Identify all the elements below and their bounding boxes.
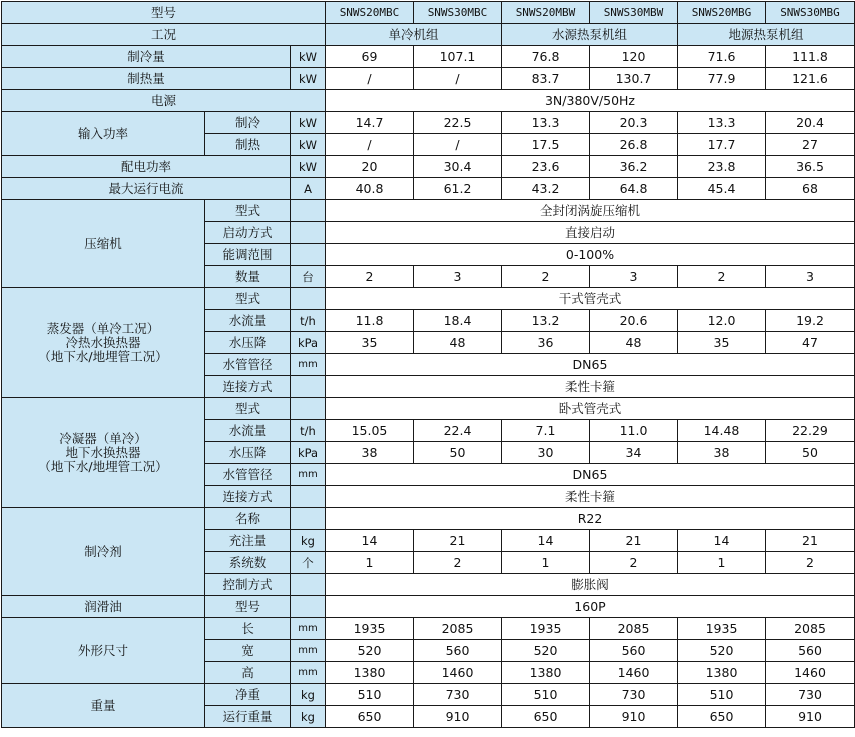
condenser-type-row [2,398,855,420]
value-cell: 520 [326,640,414,662]
sub-label: 制热 [205,134,291,156]
unit-cell: kg [291,706,326,728]
sub-label: 名称 [205,508,291,530]
value-cell: 20.4 [766,112,855,134]
sub-label: 高 [205,662,291,684]
unit-cell [291,508,326,530]
value-cell: 910 [766,706,855,728]
value-cell: 19.2 [766,310,855,332]
value-cell: 11.0 [590,420,678,442]
sub-label: 宽 [205,640,291,662]
value-cell: 11.8 [326,310,414,332]
value-cell: 510 [326,684,414,706]
value-cell: 30.4 [414,156,502,178]
value-cell: 910 [590,706,678,728]
value-cell: 730 [414,684,502,706]
value-cell: 13.3 [502,112,590,134]
value-cell: 34 [590,442,678,464]
value-cell: 650 [678,706,766,728]
unit-cell [291,376,326,398]
model-name: SNWS30MBG [766,2,855,24]
value-cell: 15.05 [326,420,414,442]
unit-cell: mm [291,354,326,376]
value-cell-merged: 全封闭涡旋压缩机 [326,200,855,222]
value-cell: 1380 [502,662,590,684]
unit-cell [291,596,326,618]
value-cell: 50 [414,442,502,464]
unit-cell [291,398,326,420]
sub-label: 系统数 [205,552,291,574]
value-cell: 26.8 [590,134,678,156]
value-cell: 1935 [678,618,766,640]
value-cell: 1380 [678,662,766,684]
heating-capacity-row [2,68,855,90]
unit-cell: kPa [291,332,326,354]
value-cell: 560 [414,640,502,662]
sub-label: 水压降 [205,442,291,464]
row-label: 制冷量 [2,46,291,68]
unit-cell: t/h [291,420,326,442]
value-cell: 20 [326,156,414,178]
unit-cell [291,222,326,244]
value-cell: 7.1 [502,420,590,442]
value-cell: 76.8 [502,46,590,68]
input-power-row [2,112,855,134]
value-cell: 22.5 [414,112,502,134]
sub-label: 型号 [205,596,291,618]
value-cell: / [414,68,502,90]
unit-cell: kW [291,134,326,156]
sub-label: 运行重量 [205,706,291,728]
value-cell: 48 [590,332,678,354]
unit-cell [291,288,326,310]
unit-cell [291,200,326,222]
model-header-label: 型号 [2,2,326,24]
value-cell: 35 [326,332,414,354]
row-label: 润滑油 [2,596,205,618]
value-cell: 18.4 [414,310,502,332]
value-cell-merged: DN65 [326,464,855,486]
value-cell: 45.4 [678,178,766,200]
unit-cell: kW [291,112,326,134]
row-label: 外形尺寸 [2,618,205,684]
value-cell: 111.8 [766,46,855,68]
value-cell: 2 [326,266,414,288]
value-cell: 30 [502,442,590,464]
value-cell: 1 [502,552,590,574]
sub-label: 长 [205,618,291,640]
value-cell: 910 [414,706,502,728]
value-cell: 17.5 [502,134,590,156]
condition-group: 单冷机组 [326,24,502,46]
model-name: SNWS20MBW [502,2,590,24]
row-label: 配电功率 [2,156,291,178]
value-cell: 35 [678,332,766,354]
value-cell: 40.8 [326,178,414,200]
value-cell: 47 [766,332,855,354]
value-cell: 2 [502,266,590,288]
value-cell: 14 [326,530,414,552]
value-cell-merged: 柔性卡箍 [326,486,855,508]
value-cell: 2 [766,552,855,574]
row-label: 制冷剂 [2,508,205,596]
model-name: SNWS30MBW [590,2,678,24]
value-cell: 71.6 [678,46,766,68]
distribution-power-row [2,156,855,178]
value-cell: 2 [414,552,502,574]
unit-cell: 台 [291,266,326,288]
value-cell-merged: 直接启动 [326,222,855,244]
power-supply-row [2,90,855,112]
sub-label: 连接方式 [205,376,291,398]
value-cell: 21 [414,530,502,552]
unit-cell: kW [291,46,326,68]
value-cell: 730 [766,684,855,706]
row-label: 压缩机 [2,200,205,288]
model-name: SNWS20MBG [678,2,766,24]
unit-cell [291,486,326,508]
value-cell-merged: 0-100% [326,244,855,266]
value-cell: 36.5 [766,156,855,178]
value-cell: 3 [414,266,502,288]
compressor-type-row [2,200,855,222]
sub-label: 控制方式 [205,574,291,596]
value-cell-merged: R22 [326,508,855,530]
value-cell: 730 [590,684,678,706]
condenser-label [2,398,205,508]
value-cell: 38 [678,442,766,464]
spec-table-body [2,2,855,728]
unit-cell: t/h [291,310,326,332]
value-cell: 48 [414,332,502,354]
value-cell: 43.2 [502,178,590,200]
value-cell: 64.8 [590,178,678,200]
condenser-label-line: 冷凝器（单冷） [59,430,147,446]
value-cell: 38 [326,442,414,464]
value-cell-merged: 膨胀阀 [326,574,855,596]
value-cell: 69 [326,46,414,68]
sub-label: 数量 [205,266,291,288]
evaporator-label-line: （地下水/地埋管工况） [38,348,168,364]
value-cell: 50 [766,442,855,464]
condition-group: 水源热泵机组 [502,24,678,46]
value-cell: 2085 [766,618,855,640]
value-cell: 14 [502,530,590,552]
unit-cell [291,244,326,266]
value-cell: 17.7 [678,134,766,156]
sub-label: 水流量 [205,310,291,332]
value-cell: 130.7 [590,68,678,90]
weight-row [2,684,855,706]
value-cell: 77.9 [678,68,766,90]
value-cell: 68 [766,178,855,200]
evaporator-type-row [2,288,855,310]
row-label: 电源 [2,90,326,112]
header-row [2,2,855,24]
value-cell: 650 [326,706,414,728]
value-cell: 107.1 [414,46,502,68]
sub-label: 制冷 [205,112,291,134]
condenser-label-line: （地下水/地埋管工况） [38,458,168,474]
value-cell: 22.29 [766,420,855,442]
value-cell: 1380 [326,662,414,684]
sub-label: 能调范围 [205,244,291,266]
row-label: 制热量 [2,68,291,90]
value-cell: 1460 [590,662,678,684]
unit-cell: 个 [291,552,326,574]
unit-cell: kW [291,156,326,178]
sub-label: 水管管径 [205,354,291,376]
value-cell: 1935 [502,618,590,640]
unit-cell: A [291,178,326,200]
value-cell-merged: DN65 [326,354,855,376]
value-cell: 21 [590,530,678,552]
value-cell-merged: 卧式管壳式 [326,398,855,420]
row-label: 最大运行电流 [2,178,291,200]
unit-cell: kg [291,530,326,552]
condition-label: 工况 [2,24,326,46]
lubricant-row [2,596,855,618]
value-cell-merged: 干式管壳式 [326,288,855,310]
value-cell: / [326,68,414,90]
value-cell: 120 [590,46,678,68]
value-cell: 121.6 [766,68,855,90]
row-label: 重量 [2,684,205,728]
value-cell: 560 [766,640,855,662]
value-cell: 3 [590,266,678,288]
evaporator-label [2,288,205,398]
sub-label: 型式 [205,398,291,420]
value-cell: 36.2 [590,156,678,178]
value-cell: 14.48 [678,420,766,442]
model-name: SNWS30MBC [414,2,502,24]
value-cell: 1935 [326,618,414,640]
unit-cell: mm [291,640,326,662]
unit-cell: kg [291,684,326,706]
value-cell: 3 [766,266,855,288]
value-cell: 12.0 [678,310,766,332]
value-cell: 21 [766,530,855,552]
condenser-label-line: 地下水换热器 [65,444,141,460]
dimension-row [2,618,855,640]
value-cell: 520 [502,640,590,662]
value-cell: 22.4 [414,420,502,442]
sub-label: 水压降 [205,332,291,354]
value-cell: 520 [678,640,766,662]
value-cell: 14.7 [326,112,414,134]
value-cell: 2085 [590,618,678,640]
value-cell: 1 [326,552,414,574]
value-cell: 2 [590,552,678,574]
evaporator-label-line: 蒸发器（单冷工况） [46,320,160,336]
value-cell: 2 [678,266,766,288]
value-cell: 1 [678,552,766,574]
row-label: 输入功率 [2,112,205,156]
max-current-row [2,178,855,200]
sub-label: 型式 [205,288,291,310]
value-cell: 560 [590,640,678,662]
value-cell: 2085 [414,618,502,640]
value-cell: / [414,134,502,156]
value-cell: 14 [678,530,766,552]
condition-row [2,24,855,46]
value-cell: 23.8 [678,156,766,178]
unit-cell: mm [291,662,326,684]
sub-label: 净重 [205,684,291,706]
value-cell: 1460 [766,662,855,684]
evaporator-label-line: 冷热水换热器 [65,334,141,350]
value-cell: 13.2 [502,310,590,332]
value-cell-merged: 3N/380V/50Hz [326,90,855,112]
value-cell: 13.3 [678,112,766,134]
value-cell: 510 [678,684,766,706]
value-cell: 27 [766,134,855,156]
sub-label: 水管管径 [205,464,291,486]
unit-cell: mm [291,464,326,486]
unit-cell [291,574,326,596]
condition-group: 地源热泵机组 [678,24,855,46]
value-cell: 20.6 [590,310,678,332]
sub-label: 充注量 [205,530,291,552]
unit-cell: kPa [291,442,326,464]
value-cell-merged: 柔性卡箍 [326,376,855,398]
value-cell: 23.6 [502,156,590,178]
value-cell: 20.3 [590,112,678,134]
sub-label: 启动方式 [205,222,291,244]
value-cell: 650 [502,706,590,728]
unit-cell: mm [291,618,326,640]
sub-label: 水流量 [205,420,291,442]
unit-cell: kW [291,68,326,90]
sub-label: 型式 [205,200,291,222]
value-cell: 1460 [414,662,502,684]
cooling-capacity-row [2,46,855,68]
value-cell: 36 [502,332,590,354]
model-name: SNWS20MBC [326,2,414,24]
refrigerant-name-row [2,508,855,530]
value-cell-merged: 160P [326,596,855,618]
value-cell: / [326,134,414,156]
value-cell: 61.2 [414,178,502,200]
spec-table [1,1,855,728]
value-cell: 83.7 [502,68,590,90]
value-cell: 510 [502,684,590,706]
sub-label: 连接方式 [205,486,291,508]
